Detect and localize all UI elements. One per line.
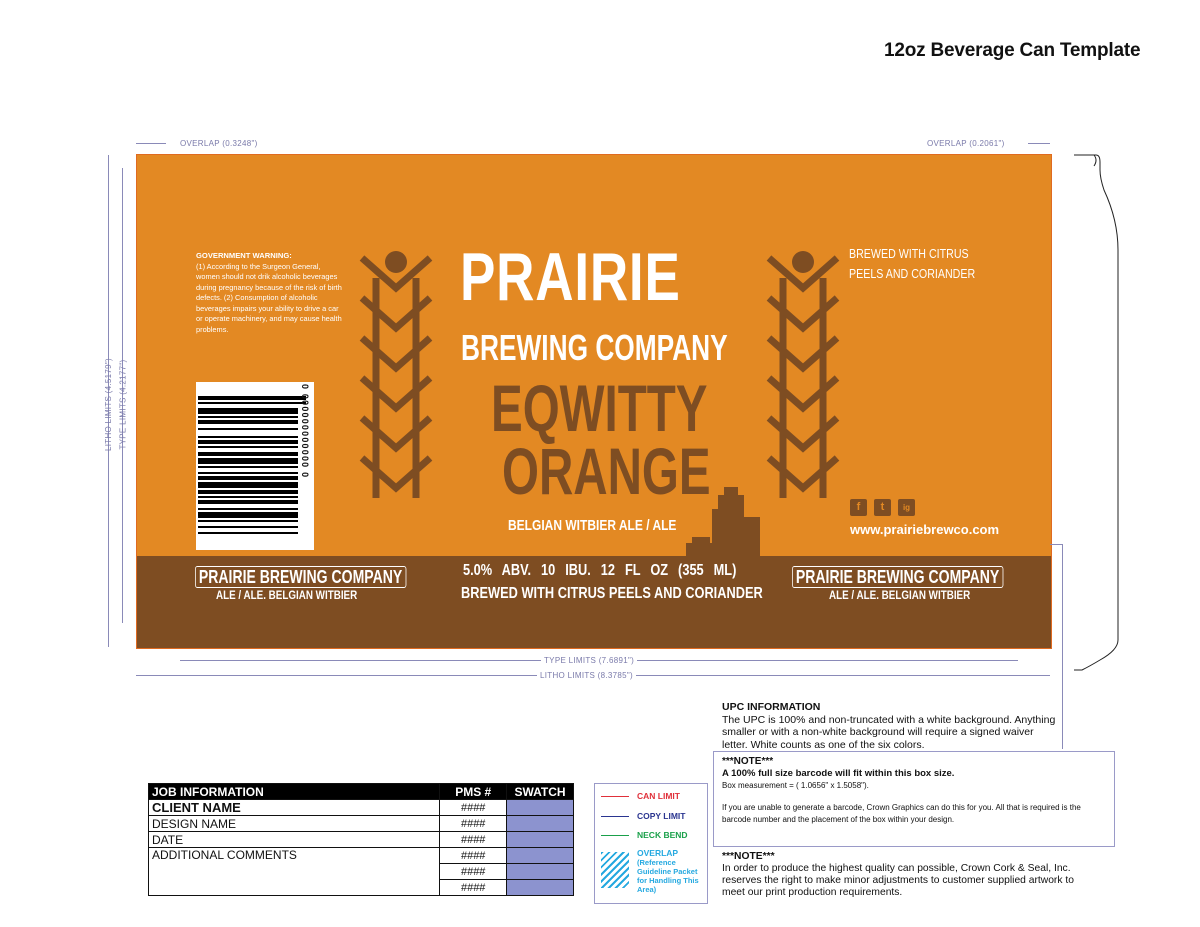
beer-stats: 5.0% ABV. 10 IBU. 12 FL OZ (355 ML)	[463, 562, 737, 579]
can-limit-swatch	[601, 796, 629, 797]
table-row	[149, 832, 574, 848]
overlap-left-label: OVERLAP (0.3248")	[180, 139, 258, 148]
upc-barcode	[196, 382, 314, 550]
barcode-digits: 0 000000000000 0	[300, 384, 310, 479]
job-header-row	[149, 784, 574, 800]
facebook-icon[interactable]: f	[850, 499, 867, 516]
overlap-right-line	[1028, 143, 1050, 144]
barcode-bar	[198, 520, 298, 522]
warning-body: (1) According to the Surgeon General, women should not drik alcoholic beverages during pregnancy because of the risk of birth defects. (2) Consumption of alcoholic beverages impairs your ability to drive a car or operate machinery, and may cause health problems.	[196, 261, 342, 334]
brewed-with-text: BREWED WITH CITRUS PEELS AND CORIANDER	[849, 246, 976, 281]
table-row	[149, 848, 574, 864]
barcode-bar	[198, 472, 298, 474]
note2-body: In order to produce the highest quality can possible, Crown Cork & Seal, Inc. reserves the right to make minor adjustments to customer supplied artwork to meet our print production requirements.	[722, 863, 1074, 898]
upc-note2	[722, 851, 1092, 899]
barcode-bar	[198, 416, 298, 418]
job-additional-comments[interactable]: ADDITIONAL COMMENTS	[149, 848, 440, 896]
pms-value[interactable]: ####	[440, 880, 507, 896]
barcode-graphic	[196, 382, 314, 550]
job-design-name[interactable]: DESIGN NAME	[149, 816, 440, 832]
barcode-bar	[198, 408, 298, 414]
beer-name-line2: ORANGE	[502, 434, 711, 508]
barcode-bar	[198, 508, 298, 510]
table-row	[149, 816, 574, 832]
barcode-bar	[198, 466, 298, 468]
badge-sub-right: ALE / ALE. BELGIAN WITBIER	[829, 588, 971, 602]
job-header-swatch: SWATCH	[507, 784, 574, 800]
barcode-bar	[198, 452, 298, 456]
barcode-bar	[198, 446, 298, 448]
beer-style: BELGIAN WITBIER ALE / ALE	[508, 517, 677, 534]
brand-badge-right: PRAIRIE BREWING COMPANY	[792, 566, 1003, 588]
barcode-bar	[198, 402, 306, 404]
swatch-cell	[507, 880, 574, 896]
brand-name: PRAIRIE	[460, 239, 681, 315]
barcode-bar	[198, 526, 298, 528]
barcode-bar	[198, 476, 298, 480]
barcode-bar	[198, 482, 298, 488]
job-header-label: JOB INFORMATION	[149, 784, 440, 800]
table-row	[149, 800, 574, 816]
barcode-bar	[198, 512, 298, 518]
upc-connector-line	[1062, 544, 1063, 749]
type-horizontal-label: TYPE LIMITS (7.6891")	[541, 656, 637, 665]
pms-value[interactable]: ####	[440, 816, 507, 832]
brewed-with-bottom: BREWED WITH CITRUS PEELS AND CORIANDER	[461, 585, 763, 602]
barcode-bar	[198, 440, 298, 444]
note1-title: ***NOTE***	[722, 756, 774, 767]
barcode-bar	[198, 420, 298, 424]
pms-value[interactable]: ####	[440, 832, 507, 848]
beer-name-line1: EQWITTY	[491, 371, 708, 445]
note1-bold: A 100% full size barcode will fit within this box size.	[722, 768, 955, 779]
can-profile-outline	[1060, 150, 1130, 680]
barcode-bar	[198, 496, 298, 498]
barcode-bar	[198, 428, 298, 430]
upc-info-block	[722, 701, 1062, 751]
swatch-cell	[507, 800, 574, 816]
note1-body: If you are unable to generate a barcode, Crown Graphics can do this for you. All that is required is the barcode number and the placement of the box within your design.	[722, 803, 1081, 824]
line-legend	[594, 783, 708, 904]
website-url[interactable]: www.prairiebrewco.com	[850, 522, 1000, 537]
overlap-right-label: OVERLAP (0.2061")	[927, 139, 1005, 148]
upc-body: The UPC is 100% and non-truncated with a white background. Anything smaller or with a non-white background will require a signed waiver letter. White counts as one of the six colors.	[722, 713, 1056, 751]
wheat-icon-right	[763, 248, 843, 506]
instagram-icon[interactable]: ig	[898, 499, 915, 516]
brand-subtitle: BREWING COMPANY	[461, 327, 728, 368]
note1-measure: Box measurement = ( 1.0656" x 1.5058").	[722, 781, 869, 790]
twitter-icon[interactable]: t	[874, 499, 891, 516]
government-warning	[196, 251, 346, 335]
upc-note1	[722, 756, 1102, 826]
upc-heading: UPC INFORMATION	[722, 701, 821, 713]
barcode-bar	[198, 532, 298, 534]
barcode-bar	[198, 490, 298, 494]
barcode-bar	[198, 396, 306, 400]
pms-value[interactable]: ####	[440, 864, 507, 880]
neck-bend-swatch	[601, 835, 629, 836]
job-header-pms: PMS #	[440, 784, 507, 800]
pms-value[interactable]: ####	[440, 848, 507, 864]
brand-badge-left: PRAIRIE BREWING COMPANY	[195, 566, 406, 588]
overlap-left-line	[136, 143, 166, 144]
overlap-label: OVERLAP	[637, 848, 679, 858]
swatch-cell	[507, 816, 574, 832]
neck-bend-label: NECK BEND	[637, 830, 688, 840]
type-vertical-label: TYPE LIMITS (4.2177")	[118, 359, 128, 450]
barcode-bar	[198, 500, 298, 504]
note2-title: ***NOTE***	[722, 851, 775, 862]
wheat-icon	[356, 248, 436, 506]
job-info-table	[148, 783, 574, 896]
swatch-cell	[507, 832, 574, 848]
litho-vertical-label: LITHO LIMITS (4.5179")	[104, 357, 114, 452]
barcode-bar	[198, 458, 298, 464]
upc-connector-top	[1050, 544, 1062, 545]
pms-value[interactable]: ####	[440, 800, 507, 816]
can-limit-label: CAN LIMIT	[637, 791, 680, 801]
overlap-note: (Reference Guideline Packet for Handling This Area)	[637, 858, 699, 894]
litho-horizontal-label: LITHO LIMITS (8.3785")	[537, 671, 636, 680]
barcode-bar	[198, 436, 298, 438]
job-date[interactable]: DATE	[149, 832, 440, 848]
warning-title: GOVERNMENT WARNING:	[196, 251, 292, 260]
grain-elevator-icon	[686, 487, 766, 557]
job-client-name[interactable]: CLIENT NAME	[149, 800, 440, 816]
swatch-cell	[507, 848, 574, 864]
badge-sub-left: ALE / ALE. BELGIAN WITBIER	[216, 588, 358, 602]
copy-limit-label: COPY LIMIT	[637, 811, 686, 821]
page-title: 12oz Beverage Can Template	[884, 40, 1141, 61]
copy-limit-swatch	[601, 816, 629, 817]
swatch-cell	[507, 864, 574, 880]
overlap-swatch	[601, 852, 629, 888]
